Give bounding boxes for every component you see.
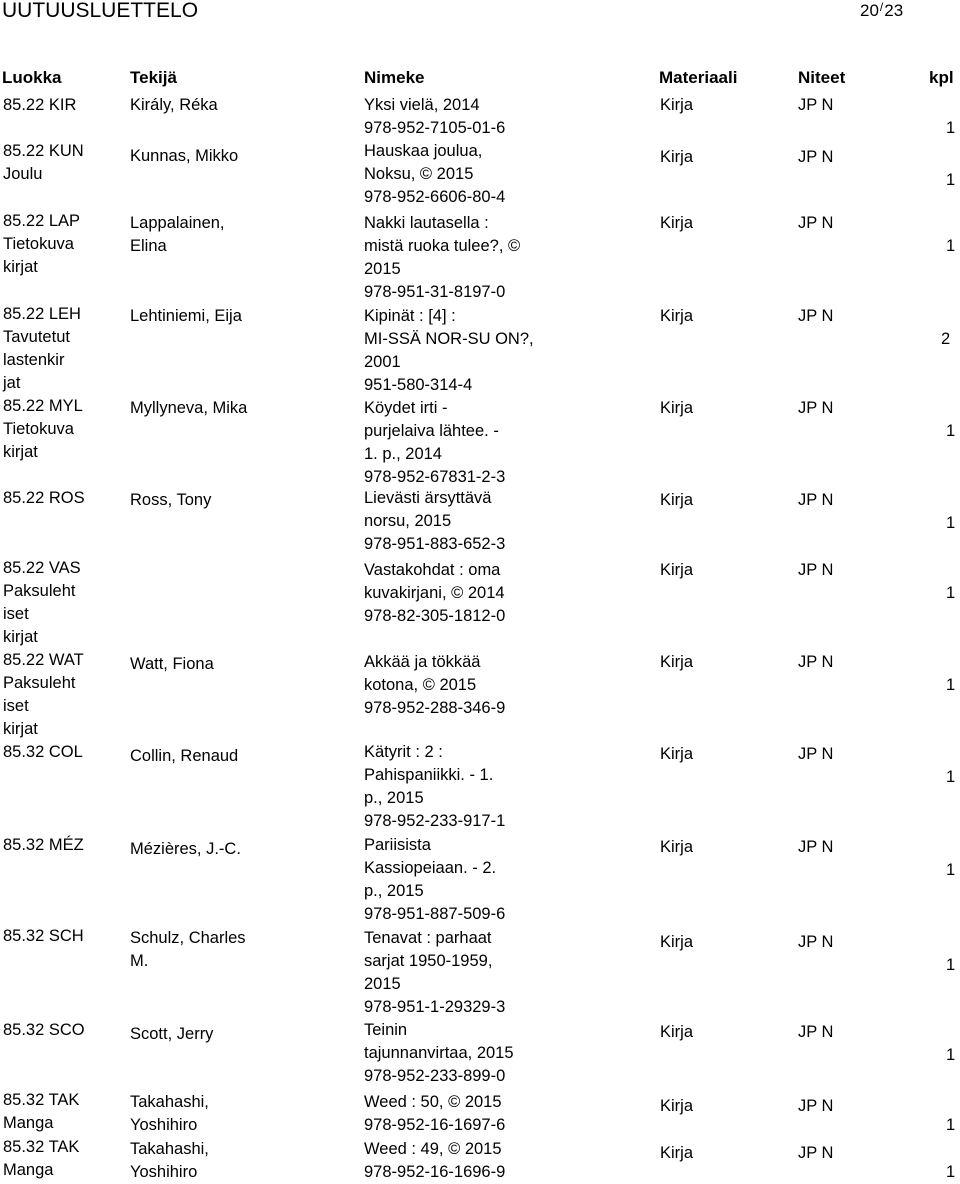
entry-nimeke (364, 741, 505, 833)
entry-luokka (3, 94, 76, 117)
entry-nimeke-line: Hauskaa joulua, (364, 142, 483, 160)
entry-luokka-line: Joulu (3, 165, 43, 183)
entry-nimeke-line: Vastakohdat : oma (364, 561, 501, 579)
entry-tekija (130, 927, 246, 973)
entry-tekija-line: Yoshihiro (130, 1163, 198, 1181)
entry-nimeke-line: Tenavat : parhaat (364, 929, 492, 947)
entry-nimeke-line: 978-952-16-1697-6 (364, 1116, 506, 1134)
entry-luokka-line: Tavutetut (3, 328, 70, 346)
entry-tekija-line: Takahashi, (130, 1093, 209, 1111)
entry-nimeke (364, 927, 505, 1019)
entry-kpl: 1 (946, 1163, 956, 1181)
entry-tekija-line: Király, Réka (130, 96, 218, 114)
entry-tekija-line: Ross, Tony (130, 491, 212, 509)
entry-luokka-line: iset (3, 697, 29, 715)
entry-nimeke-line: Teinin (364, 1021, 408, 1039)
entry-niteet: JP N (798, 933, 834, 951)
entry-nimeke-line: Nakki lautasella : (364, 214, 489, 232)
entry-niteet: JP N (798, 148, 834, 166)
entry-luokka-line: 85.22 WAT (3, 651, 84, 669)
entry-nimeke-line: 2001 (364, 353, 401, 371)
entry-luokka-line: Tietokuva (3, 420, 74, 438)
entry-nimeke-line: 978-951-883-652-3 (364, 535, 506, 553)
entry-nimeke (364, 397, 505, 489)
entry-tekija-line: Mézières, J.-C. (130, 840, 241, 858)
column-header-nimeke: Nimeke (364, 68, 425, 87)
entry-luokka-line: 85.32 SCH (3, 927, 84, 945)
entry-materiaali: Kirja (660, 1023, 694, 1041)
entry-niteet: JP N (798, 1023, 834, 1041)
entry-nimeke-line: kuvakirjani, © 2014 (364, 584, 505, 602)
entry-nimeke-line: 951-580-314-4 (364, 376, 473, 394)
entry-luokka (3, 395, 83, 464)
entry-nimeke-line: kotona, © 2015 (364, 676, 477, 694)
entry-kpl: 1 (946, 514, 956, 532)
entry-tekija (130, 305, 242, 328)
entry-luokka-line: lastenkir (3, 351, 65, 369)
entry-luokka-line: 85.22 VAS (3, 559, 81, 577)
entry-nimeke-line: tajunnanvirtaa, 2015 (364, 1044, 514, 1062)
entry-nimeke-line: Weed : 49, © 2015 (364, 1140, 502, 1158)
entry-kpl: 1 (946, 119, 956, 137)
entry-luokka-line: 85.32 MÉZ (3, 836, 84, 854)
entry-materiaali: Kirja (660, 561, 694, 579)
entry-nimeke-line: 978-952-233-917-1 (364, 812, 506, 830)
entry-nimeke-line: 2015 (364, 975, 401, 993)
entry-niteet: JP N (798, 653, 834, 671)
entry-nimeke-line: 978-952-7105-01-6 (364, 119, 506, 137)
entry-nimeke-line: 978-951-1-29329-3 (364, 998, 506, 1016)
entry-luokka-line: jat (3, 374, 21, 392)
entry-kpl: 1 (946, 237, 956, 255)
entry-kpl: 1 (946, 171, 956, 189)
entry-nimeke-line: Weed : 50, © 2015 (364, 1093, 502, 1111)
entry-tekija-line: Kunnas, Mikko (130, 147, 239, 165)
entry-nimeke-line: Akkää ja tökkää (364, 653, 481, 671)
entry-nimeke-line: Lievästi ärsyttävä (364, 489, 492, 507)
entry-tekija (130, 1023, 213, 1046)
entry-luokka (3, 140, 84, 186)
page-separator: / (879, 0, 884, 14)
entry-tekija (130, 94, 218, 117)
entry-materiaali: Kirja (660, 1144, 694, 1162)
entry-luokka-line: 85.32 SCO (3, 1021, 85, 1039)
entry-nimeke-line: 978-952-16-1696-9 (364, 1163, 506, 1181)
entry-materiaali: Kirja (660, 1097, 694, 1115)
entry-luokka-line: 85.32 COL (3, 743, 83, 761)
entry-luokka (3, 557, 81, 649)
page-title: UUTUUSLUETTELO (2, 0, 199, 22)
entry-tekija-line: Scott, Jerry (130, 1025, 214, 1043)
entry-luokka-line: Tietokuva (3, 235, 74, 253)
entry-tekija (130, 212, 225, 258)
entry-luokka-line: 85.22 KUN (3, 142, 84, 160)
entry-nimeke-line: 978-82-305-1812-0 (364, 607, 506, 625)
entry-nimeke-line: Pahispaniikki. - 1. (364, 766, 494, 784)
entry-luokka-line: 85.22 KIR (3, 96, 77, 114)
entry-tekija (130, 653, 214, 676)
entry-nimeke-line: Kätyrit : 2 : (364, 743, 443, 761)
entry-nimeke-line: Kassiopeiaan. - 2. (364, 859, 497, 877)
entry-luokka (3, 741, 83, 764)
entry-kpl: 1 (946, 861, 956, 879)
entry-materiaali: Kirja (660, 838, 694, 856)
entry-kpl: 2 (941, 330, 951, 348)
entry-luokka-line: kirjat (3, 628, 38, 646)
entry-niteet: JP N (798, 745, 834, 763)
entry-tekija (130, 1138, 209, 1184)
entry-tekija (130, 838, 241, 861)
entry-tekija (130, 745, 238, 768)
entry-luokka-line: Paksuleht (3, 674, 76, 692)
entry-kpl: 1 (946, 768, 956, 786)
entry-luokka-line: Manga (3, 1161, 54, 1179)
entry-nimeke-line: 978-952-67831-2-3 (364, 468, 506, 486)
entry-tekija-line: Yoshihiro (130, 1116, 198, 1134)
entry-nimeke (364, 305, 534, 397)
entry-niteet: JP N (798, 1097, 834, 1115)
entry-tekija-line: Myllyneva, Mika (130, 399, 248, 417)
entry-niteet: JP N (798, 838, 834, 856)
entry-nimeke-line: Yksi vielä, 2014 (364, 96, 480, 114)
entry-nimeke (364, 1138, 505, 1184)
entry-luokka-line: Paksuleht (3, 582, 76, 600)
entry-materiaali: Kirja (660, 933, 694, 951)
entry-nimeke-line: p., 2015 (364, 789, 424, 807)
entry-nimeke (364, 834, 505, 926)
entry-nimeke-line: p., 2015 (364, 882, 424, 900)
entry-kpl: 1 (946, 584, 956, 602)
entry-luokka (3, 303, 81, 395)
entry-nimeke-line: purjelaiva lähtee. - (364, 422, 499, 440)
entry-luokka-line: kirjat (3, 258, 38, 276)
entry-materiaali: Kirja (660, 214, 694, 232)
entry-materiaali: Kirja (660, 307, 694, 325)
entry-nimeke (364, 651, 505, 720)
entry-nimeke-line: 978-951-887-509-6 (364, 905, 506, 923)
page-current: 20 (860, 1, 879, 20)
entry-luokka (3, 925, 84, 948)
entry-niteet: JP N (798, 214, 834, 232)
entry-materiaali: Kirja (660, 96, 694, 114)
entry-luokka (3, 834, 84, 857)
entry-luokka (3, 649, 84, 741)
entry-luokka-line: 85.22 LEH (3, 305, 81, 323)
entry-nimeke (364, 487, 505, 556)
entry-luokka (3, 1019, 85, 1042)
entry-luokka (3, 487, 85, 510)
entry-luokka-line: 85.32 TAK (3, 1091, 80, 1109)
entry-luokka (3, 1089, 79, 1135)
entry-niteet: JP N (798, 96, 834, 114)
entry-nimeke (364, 1091, 505, 1137)
column-header-materiaali: Materiaali (659, 68, 738, 87)
entry-tekija-line: Watt, Fiona (130, 655, 214, 673)
entry-nimeke-line: Noksu, © 2015 (364, 165, 474, 183)
entry-materiaali: Kirja (660, 491, 694, 509)
entry-nimeke-line: 978-952-6606-80-4 (364, 188, 506, 206)
entry-niteet: JP N (798, 491, 834, 509)
entry-nimeke-line: sarjat 1950-1959, (364, 952, 493, 970)
entry-tekija (130, 397, 247, 420)
entry-tekija-line: Elina (130, 237, 167, 255)
entry-niteet: JP N (798, 399, 834, 417)
entry-tekija (130, 489, 211, 512)
entry-tekija-line: M. (130, 952, 149, 970)
entry-materiaali: Kirja (660, 653, 694, 671)
entry-kpl: 1 (946, 956, 956, 974)
entry-tekija (130, 145, 238, 168)
entry-materiaali: Kirja (660, 745, 694, 763)
entry-niteet: JP N (798, 307, 834, 325)
entry-nimeke (364, 559, 505, 628)
entry-tekija-line: Takahashi, (130, 1140, 209, 1158)
entry-kpl: 1 (946, 1116, 956, 1134)
entry-niteet: JP N (798, 561, 834, 579)
column-header-niteet: Niteet (798, 68, 846, 87)
entry-luokka-line: 85.22 MYL (3, 397, 83, 415)
entry-nimeke-line: 978-952-288-346-9 (364, 699, 506, 717)
entry-nimeke-line: mistä ruoka tulee?, © (364, 237, 521, 255)
entry-luokka-line: kirjat (3, 720, 38, 738)
page-total: 23 (884, 1, 904, 20)
entry-nimeke-line: Köydet irti - (364, 399, 448, 417)
entry-luokka (3, 1136, 79, 1182)
entry-kpl: 1 (946, 1046, 956, 1064)
entry-tekija-line: Lehtiniemi, Eija (130, 307, 242, 325)
entry-materiaali: Kirja (660, 148, 694, 166)
entry-nimeke-line: Kipinät : [4] : (364, 307, 456, 325)
entry-nimeke-line: 1. p., 2014 (364, 445, 442, 463)
column-header-tekija: Tekijä (130, 68, 177, 87)
column-header-luokka: Luokka (2, 68, 62, 87)
entry-luokka-line: Manga (3, 1114, 54, 1132)
entry-nimeke-line: norsu, 2015 (364, 512, 452, 530)
entry-luokka (3, 210, 80, 279)
entry-nimeke (364, 94, 505, 140)
entry-nimeke-line: MI-SSÄ NOR-SU ON?, (364, 330, 534, 348)
entry-nimeke-line: 2015 (364, 260, 401, 278)
entry-niteet: JP N (798, 1144, 834, 1162)
entry-kpl: 1 (946, 422, 956, 440)
entry-nimeke-line: 978-952-233-899-0 (364, 1067, 506, 1085)
entry-tekija-line: Schulz, Charles (130, 929, 246, 947)
entry-luokka-line: 85.22 LAP (3, 212, 81, 230)
entry-nimeke-line: Pariisista (364, 836, 431, 854)
column-header-kpl: kpl (929, 68, 954, 87)
entry-tekija-line: Collin, Renaud (130, 747, 239, 765)
entry-materiaali: Kirja (660, 399, 694, 417)
entry-tekija (130, 1091, 209, 1137)
entry-luokka-line: kirjat (3, 443, 38, 461)
entry-kpl: 1 (946, 676, 956, 694)
entry-tekija-line: Lappalainen, (130, 214, 225, 232)
entry-nimeke (364, 1019, 514, 1088)
entry-nimeke-line: 978-951-31-8197-0 (364, 283, 506, 301)
entry-nimeke (364, 212, 520, 304)
entry-nimeke (364, 140, 505, 209)
entry-luokka-line: 85.32 TAK (3, 1138, 80, 1156)
entry-luokka-line: 85.22 ROS (3, 489, 85, 507)
entry-luokka-line: iset (3, 605, 29, 623)
